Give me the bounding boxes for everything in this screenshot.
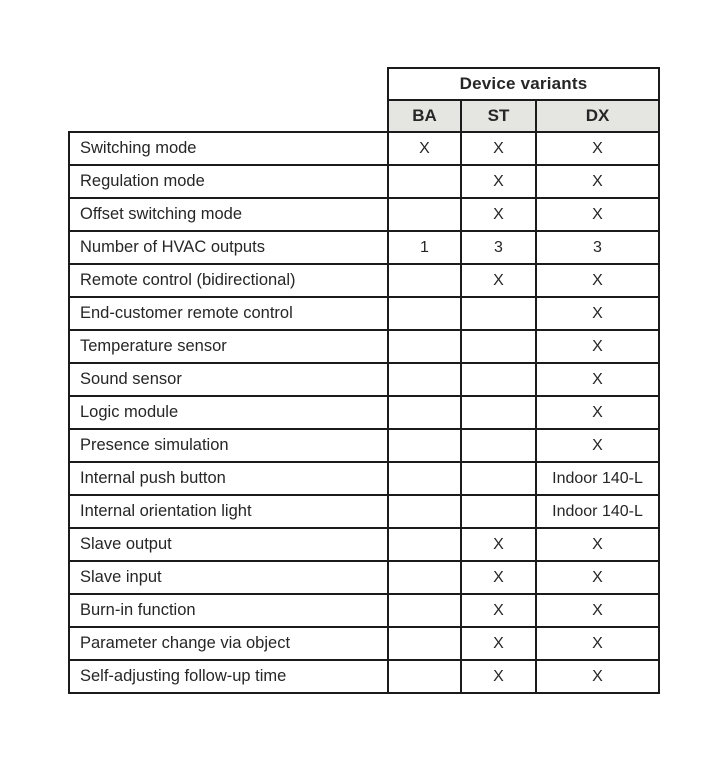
value-ba: [388, 363, 461, 396]
value-ba: [388, 462, 461, 495]
value-st: X: [461, 198, 536, 231]
feature-label: Slave output: [69, 528, 388, 561]
value-st: 3: [461, 231, 536, 264]
table-row: [69, 165, 659, 198]
feature-label: Parameter change via object: [69, 627, 388, 660]
group-header-row: [69, 68, 659, 100]
feature-label: Sound sensor: [69, 363, 388, 396]
value-dx: X: [536, 528, 659, 561]
value-dx: 3: [536, 231, 659, 264]
table-row: [69, 231, 659, 264]
value-dx: X: [536, 165, 659, 198]
value-dx: X: [536, 198, 659, 231]
value-st: [461, 330, 536, 363]
value-ba: [388, 429, 461, 462]
feature-label: Internal orientation light: [69, 495, 388, 528]
value-dx: X: [536, 561, 659, 594]
value-st: [461, 462, 536, 495]
value-st: [461, 297, 536, 330]
value-ba: [388, 594, 461, 627]
value-dx: X: [536, 132, 659, 165]
value-st: X: [461, 264, 536, 297]
feature-label: Logic module: [69, 396, 388, 429]
device-variants-header: Device variants: [388, 68, 659, 100]
feature-label: Remote control (bidirectional): [69, 264, 388, 297]
value-st: X: [461, 165, 536, 198]
value-dx: X: [536, 627, 659, 660]
value-st: X: [461, 528, 536, 561]
table-row: [69, 528, 659, 561]
column-header-st: ST: [461, 100, 536, 132]
value-ba: [388, 396, 461, 429]
feature-label: End-customer remote control: [69, 297, 388, 330]
value-ba: [388, 627, 461, 660]
header-spacer: [69, 100, 388, 132]
table-row: [69, 660, 659, 693]
table-row: [69, 594, 659, 627]
value-ba: [388, 165, 461, 198]
feature-label: Switching mode: [69, 132, 388, 165]
value-dx: X: [536, 594, 659, 627]
table-row: [69, 363, 659, 396]
column-header-dx: DX: [536, 100, 659, 132]
table-row: [69, 627, 659, 660]
table-body: [69, 132, 659, 693]
value-st: [461, 495, 536, 528]
feature-label: Self-adjusting follow-up time: [69, 660, 388, 693]
feature-label: Temperature sensor: [69, 330, 388, 363]
header-spacer: [69, 68, 388, 100]
value-st: [461, 396, 536, 429]
value-dx: Indoor 140-L: [536, 462, 659, 495]
value-ba: X: [388, 132, 461, 165]
column-header-row: [69, 100, 659, 132]
value-st: X: [461, 627, 536, 660]
value-dx: X: [536, 660, 659, 693]
value-st: X: [461, 594, 536, 627]
value-ba: [388, 198, 461, 231]
table-row: [69, 198, 659, 231]
feature-label: Presence simulation: [69, 429, 388, 462]
feature-label: Offset switching mode: [69, 198, 388, 231]
table-row: [69, 132, 659, 165]
value-st: [461, 363, 536, 396]
table-row: [69, 330, 659, 363]
feature-label: Regulation mode: [69, 165, 388, 198]
table-row: [69, 396, 659, 429]
table-row: [69, 297, 659, 330]
feature-label: Burn-in function: [69, 594, 388, 627]
value-ba: [388, 264, 461, 297]
value-st: X: [461, 561, 536, 594]
value-dx: X: [536, 429, 659, 462]
table-row: [69, 561, 659, 594]
value-dx: X: [536, 297, 659, 330]
value-ba: [388, 660, 461, 693]
feature-label: Slave input: [69, 561, 388, 594]
table-row: [69, 495, 659, 528]
table-row: [69, 429, 659, 462]
feature-label: Number of HVAC outputs: [69, 231, 388, 264]
value-dx: X: [536, 363, 659, 396]
value-ba: [388, 297, 461, 330]
value-ba: [388, 528, 461, 561]
value-dx: Indoor 140-L: [536, 495, 659, 528]
value-dx: X: [536, 330, 659, 363]
device-variants-table: [68, 67, 660, 694]
value-ba: [388, 561, 461, 594]
feature-label: Internal push button: [69, 462, 388, 495]
value-dx: X: [536, 264, 659, 297]
value-st: [461, 429, 536, 462]
value-ba: [388, 330, 461, 363]
value-st: X: [461, 660, 536, 693]
table-row: [69, 264, 659, 297]
value-ba: 1: [388, 231, 461, 264]
table-row: [69, 462, 659, 495]
value-st: X: [461, 132, 536, 165]
column-header-ba: BA: [388, 100, 461, 132]
value-ba: [388, 495, 461, 528]
value-dx: X: [536, 396, 659, 429]
